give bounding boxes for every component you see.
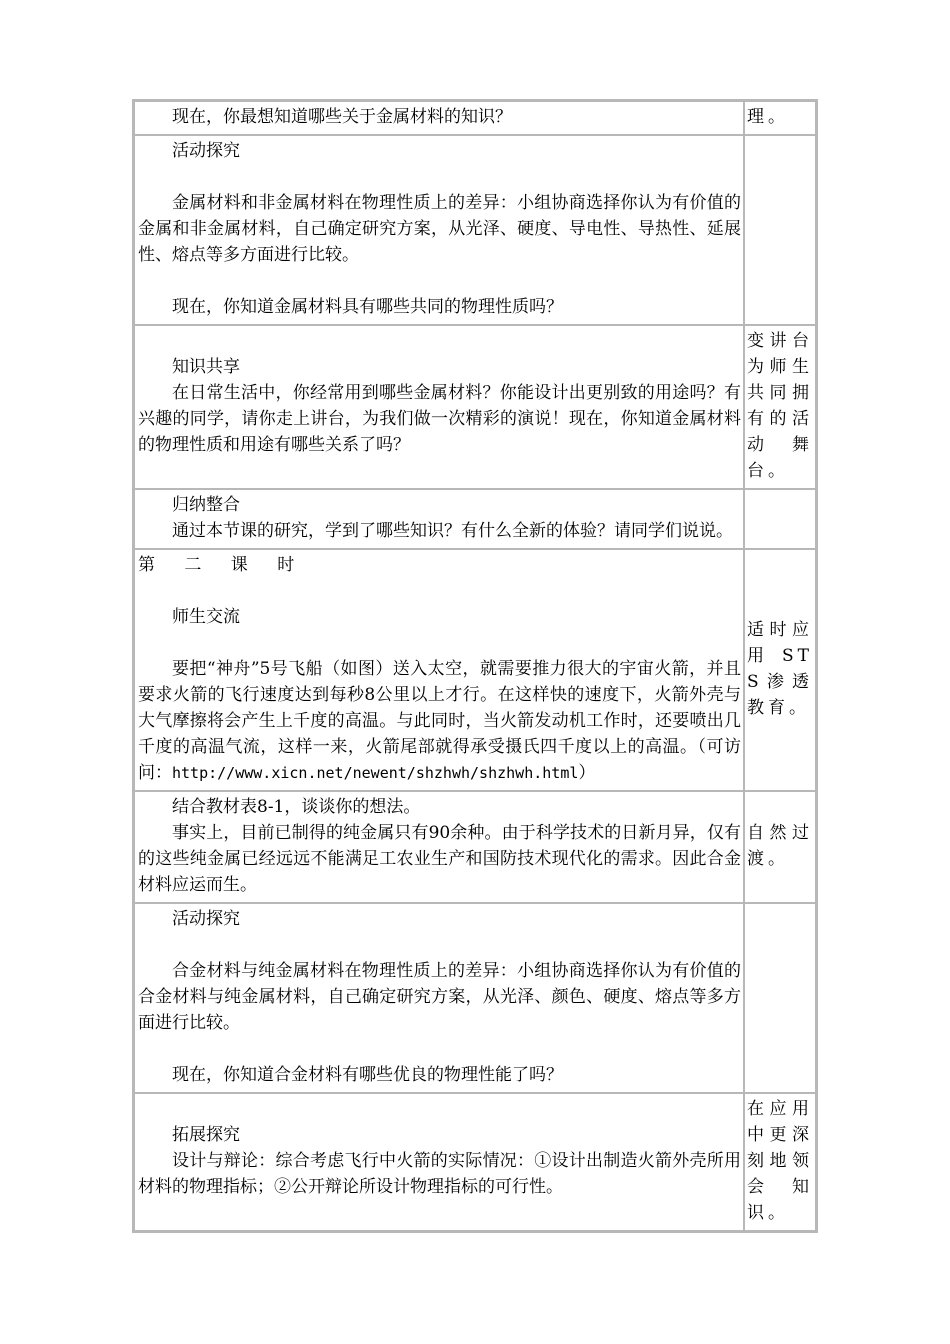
reference-link[interactable]: http://www.xicn.net/newent/shzhwh/shzhwh.html: [172, 764, 579, 782]
table-row: [135, 102, 815, 136]
lesson-plan-table: [132, 99, 818, 1233]
paragraph: 在日常生活中，你经常用到哪些金属材料？你能设计出更别致的用途吗？有兴趣的同学，请你走上讲台，为我们做一次精彩的演说！现在，你知道金属材料的物理性质和用途有哪些关系了吗？: [138, 383, 741, 455]
paragraph: 结合教材表8-1，谈谈你的想法。: [172, 797, 421, 817]
note-text: 适时应用 STS渗透教育。: [747, 620, 813, 718]
table-row: [135, 1094, 815, 1230]
note-text: 自然过渡。: [747, 823, 813, 869]
section-heading: 归纳整合: [172, 495, 240, 515]
table-row: [135, 136, 815, 326]
paragraph-end: ）: [578, 763, 596, 783]
section-heading: 拓展探究: [172, 1125, 240, 1145]
content-cell: [135, 904, 745, 1092]
section-heading: 活动探究: [172, 909, 240, 929]
content-cell: [135, 326, 745, 488]
table-row: [135, 904, 815, 1094]
content-cell: [135, 1094, 745, 1230]
note-cell: 理。: [747, 107, 789, 127]
note-cell: [745, 490, 815, 548]
paragraph: 合金材料与纯金属材料在物理性质上的差异：小组协商选择你认为有价值的合金材料与纯金属材料，自己确定研究方案，从光泽、颜色、硬度、熔点等多方面进行比较。: [138, 961, 741, 1033]
content-cell: [135, 792, 745, 902]
question-text: 现在，你知道合金材料有哪些优良的物理性能了吗？: [172, 1065, 563, 1085]
question-text: 现在，你知道金属材料具有哪些共同的物理性质吗？: [172, 297, 563, 317]
content-cell: [135, 102, 745, 134]
note-cell: 变讲台为师生共同拥有的活动 舞台。: [747, 331, 813, 481]
content-cell: [135, 490, 745, 548]
section-heading: 活动探究: [172, 141, 240, 161]
paragraph: 金属材料和非金属材料在物理性质上的差异：小组协商选择你认为有价值的金属和非金属材料，自己确定研究方案，从光泽、硬度、导电性、导热性、延展性、熔点等多方面进行比较。: [138, 193, 741, 265]
section-heading: 师生交流: [172, 607, 240, 627]
paragraph: [138, 656, 741, 786]
note-cell: [745, 136, 815, 324]
content-cell: [135, 550, 745, 790]
section-heading: 知识共享: [172, 357, 240, 377]
content-cell: [135, 136, 745, 324]
table-row: [135, 326, 815, 490]
note-cell: [745, 792, 815, 902]
paragraph-text: 要把“神舟”5号飞船（如图）送入太空，就需要推力很大的宇宙火箭，并且要求火箭的飞行速度达到每秒8公里以上才行。在这样快的速度下，火箭外壳与大气摩擦将会产生上千度的高温。与此同时，当火箭发动机工作时，还要喷出几千度的高温气流，这样一来，火箭尾部就得承受摄氏四千度以上的高温。（可访问：: [138, 659, 741, 783]
paragraph: 事实上，目前已制得的纯金属只有90余种。由于科学技术的日新月异，仅有的这些纯金属已经远远不能满足工农业生产和国防技术现代化的需求。因此合金材料应运而生。: [138, 823, 741, 895]
table-row: [135, 490, 815, 550]
table-row: [135, 792, 815, 904]
note-cell: 在应用中更深刻地领会 知识。: [747, 1099, 813, 1223]
note-cell: [745, 550, 815, 790]
paragraph: 设计与辩论：综合考虑飞行中火箭的实际情况：①设计出制造火箭外壳所用材料的物理指标；②公开辩论所设计物理指标的可行性。: [138, 1151, 741, 1197]
note-cell: [745, 904, 815, 1092]
paragraph: 通过本节课的研究，学到了哪些知识？有什么全新的体验？请同学们说说。: [172, 521, 733, 541]
question-text: 现在，你最想知道哪些关于金属材料的知识？: [172, 107, 512, 127]
lesson-title: 第 二 课 时: [138, 555, 307, 575]
table-row: [135, 550, 815, 792]
